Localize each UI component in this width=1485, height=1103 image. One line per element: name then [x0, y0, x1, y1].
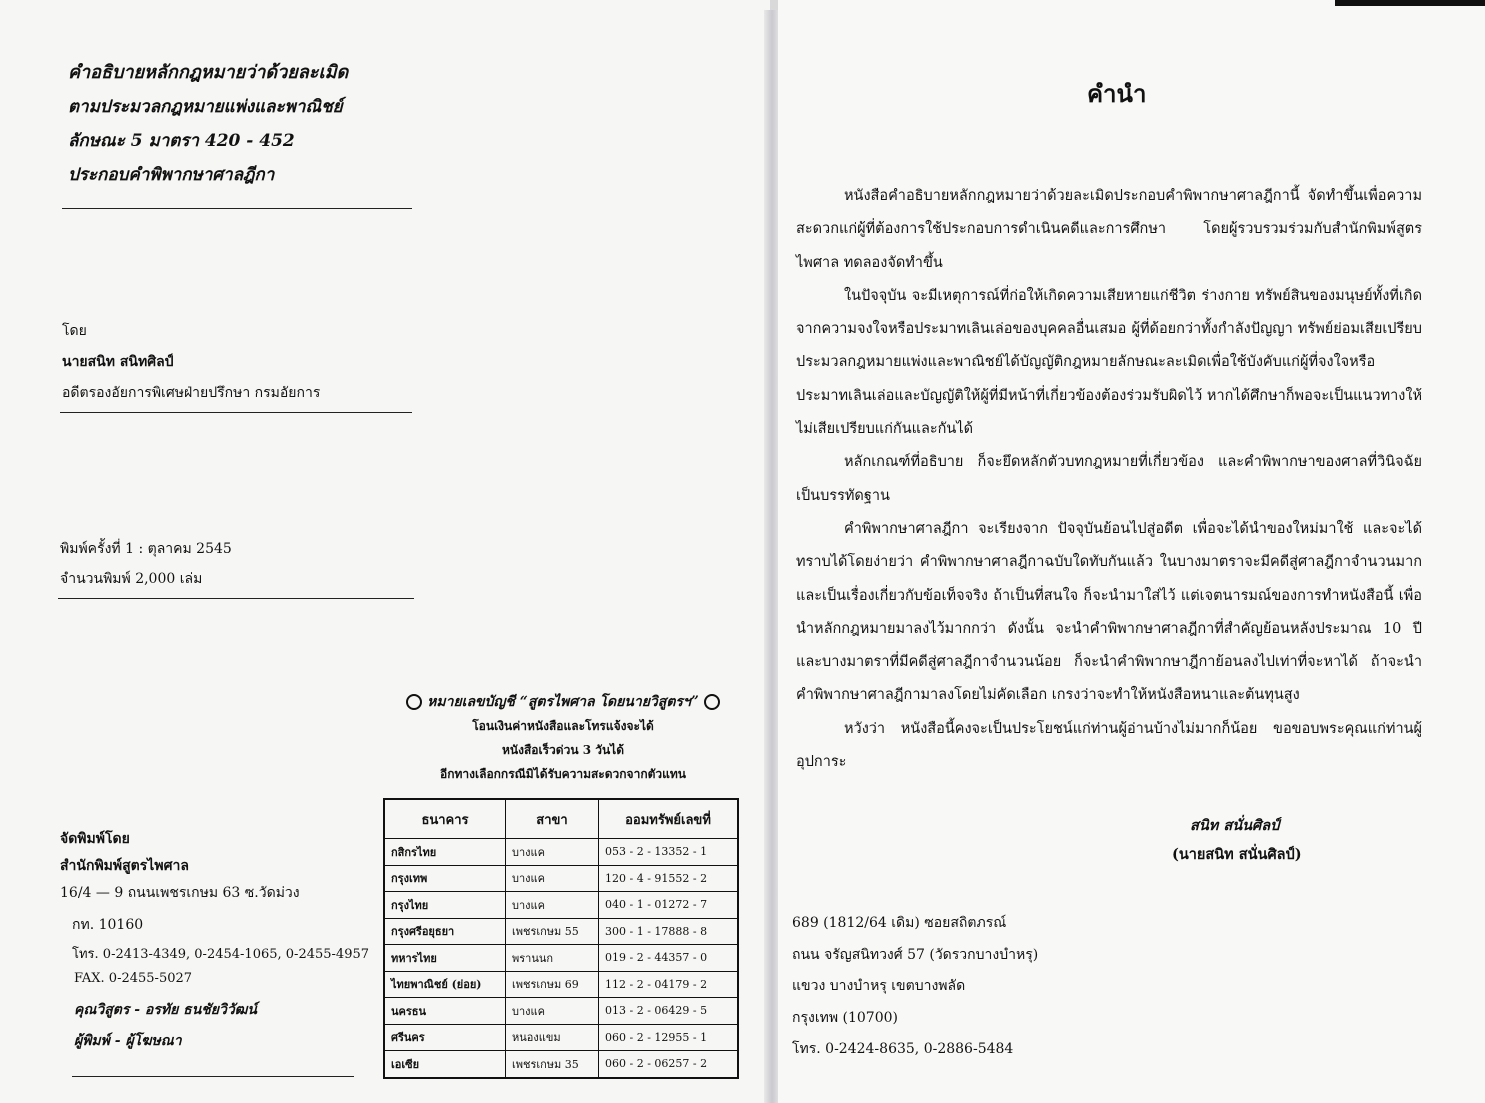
account-cell: 060 - 2 - 06257 - 2 — [599, 1051, 739, 1078]
branch-cell: บางแค — [506, 839, 599, 866]
account-cell: 300 - 1 - 17888 - 8 — [599, 918, 739, 945]
table-header-row — [384, 799, 738, 839]
table-row — [384, 998, 738, 1025]
branch-cell: เพชรเกษม 69 — [506, 971, 599, 998]
bank-cell: กสิกรไทย — [384, 839, 506, 866]
table-row — [384, 918, 738, 945]
bank-note-line: หนังสือเร็วด่วน 3 วันได้ — [502, 743, 624, 757]
bank-cell: กรุงไทย — [384, 892, 506, 919]
column-header: สาขา — [506, 799, 599, 839]
publisher-phone: โทร. 0-2413-4349, 0-2454-1065, 0-2455-4957 — [72, 947, 370, 962]
book-title-line: ลักษณะ 5 มาตรา 420 - 452 — [68, 131, 295, 151]
account-cell: 019 - 2 - 44357 - 0 — [599, 945, 739, 972]
branch-cell: เพชรเกษม 55 — [506, 918, 599, 945]
branch-cell: พรานนก — [506, 945, 599, 972]
account-cell: 060 - 2 - 12955 - 1 — [599, 1024, 739, 1051]
address-line: โทร. 0-2424-8635, 0-2886-5484 — [792, 1041, 1014, 1057]
branch-cell: บางแค — [506, 998, 599, 1025]
printer-role: ผู้พิมพ์ - ผู้โฆษณา — [74, 1033, 182, 1049]
by-label: โดย — [62, 323, 87, 339]
table-row — [384, 945, 738, 972]
table-row — [384, 1051, 738, 1078]
account-cell: 040 - 1 - 01272 - 7 — [599, 892, 739, 919]
branch-cell: บางแค — [506, 892, 599, 919]
book-title-line: ตามประมวลกฎหมายแพ่งและพาณิชย์ — [68, 97, 343, 117]
publisher-address: 16/4 — 9 ถนนเพชรเกษม 63 ซ.วัดม่วง — [60, 885, 300, 901]
table-row — [384, 892, 738, 919]
circle-bullet-icon — [704, 694, 720, 710]
address-line: 689 (1812/64 เดิม) ซอยสถิตภรณ์ — [792, 915, 1007, 931]
edition-info: พิมพ์ครั้งที่ 1 : ตุลาคม 2545 — [60, 541, 232, 557]
preface-title: คำนำ — [1087, 79, 1147, 108]
preface-paragraph: หลักเกณฑ์ที่อธิบาย ก็จะยึดหลักตัวบทกฎหมายที่เกี่ยวข้อง และคำพิพากษาของศาลที่วินิจฉัยเป็นบรรทัดฐาน — [796, 454, 1422, 504]
table-row — [384, 839, 738, 866]
divider — [60, 412, 412, 413]
bank-cell: กรุงเทพ — [384, 865, 506, 892]
bank-note-line: อีกทางเลือกกรณีมิได้รับความสะดวกจากตัวแทน — [440, 767, 686, 781]
publisher-address: กท. 10160 — [72, 917, 144, 933]
address-line: ถนน จรัญสนิทวงศ์ 57 (วัดรวกบางบำหรุ) — [792, 946, 1039, 963]
publisher-name: สำนักพิมพ์สูตรไพศาล — [60, 858, 189, 874]
table-row — [384, 865, 738, 892]
circle-bullet-icon — [406, 694, 422, 710]
address-line: กรุงเทพ (10700) — [792, 1009, 898, 1026]
bank-cell: เอเซีย — [384, 1051, 506, 1078]
printer-name: คุณวิสูตร - อรทัย ธนชัยวิวัฒน์ — [74, 1002, 257, 1018]
preface-paragraph: หนังสือคำอธิบายหลักกฎหมายว่าด้วยละเมิดประกอบคำพิพากษาศาลฎีกานี้ จัดทำขึ้นเพื่อความสะดวกแก่ผู้ที่ต้องการใช้ประกอบการดำเนินคดีและการศึกษา โดยผู้รวบรวมร่วมกับสำนักพิมพ์สูตรไพศาล ทดลองจัดทำขึ้น — [796, 188, 1422, 271]
bank-table — [383, 798, 739, 1079]
bank-cell: ศรีนคร — [384, 1024, 506, 1051]
branch-cell: บางแค — [506, 865, 599, 892]
signature-full-name: (นายสนิท สนั่นศิลป์) — [1172, 846, 1302, 863]
book-title-block — [68, 56, 348, 192]
preface-body — [796, 180, 1422, 779]
publisher-label: จัดพิมพ์โดย — [60, 831, 130, 847]
bank-info-note — [388, 690, 738, 786]
account-cell: 053 - 2 - 13352 - 1 — [599, 839, 739, 866]
author-address — [792, 908, 1038, 1066]
branch-cell: เพชรเกษม 35 — [506, 1051, 599, 1078]
table-row — [384, 1024, 738, 1051]
preface-paragraph: หวังว่า หนังสือนี้คงจะเป็นประโยชน์แก่ท่านผู้อ่านบ้างไม่มากก็น้อย ขอขอบพระคุณแก่ท่านผู้อุปการะ — [796, 720, 1422, 771]
bank-cell: ทหารไทย — [384, 945, 506, 972]
signature-name: สนิท สนั่นศิลป์ — [1190, 817, 1280, 834]
preface-paragraph: คำพิพากษาศาลฎีกา จะเรียงจาก ปัจจุบันย้อนไปสู่อดีต เพื่อจะได้นำของใหม่มาใช้ และจะได้ทราบได้โดยง่ายว่า คำพิพากษาศาลฎีกาฉบับใดทับกันแล้ว ในบางมาตราจะมีคดีสู่ศาลฎีกาจำนวนมากและเป็นเรื่องเกี่ยวกับข้อเท็จจริง ถ้าเป็นที่สนใจ ก็จะนำมาใส่ไว้ แต่เจตนารมณ์ของการทำหนังสือนี้ เพื่อนำหลักกฎหมายมาลงไว้มากกว่า ดังนั้น จะนำคำพิพากษาศาลฎีกาที่สำคัญย้อนหลังประมาณ 10 ปี และบางมาตราที่มีคดีสู่ศาลฎีกาจำนวนน้อย ก็จะนำคำพิพากษาฎีกาย้อนลงไปเท่าที่จะหาได้ ถ้าจะนำคำพิพากษาศาลฎีกามาลงโดยไม่คัดเลือก เกรงว่าจะทำให้หนังสือหนาและต้นทุนสูง — [796, 520, 1422, 704]
branch-cell: หนองแขม — [506, 1024, 599, 1051]
table-row — [384, 971, 738, 998]
account-cell: 120 - 4 - 91552 - 2 — [599, 865, 739, 892]
address-line: แขวง บางบำหรุ เขตบางพลัด — [792, 978, 966, 994]
corner-mark — [1335, 0, 1485, 6]
book-title-line: ประกอบคำพิพากษาศาลฎีกา — [68, 165, 275, 185]
copies-info: จำนวนพิมพ์ 2,000 เล่ม — [60, 571, 203, 587]
bank-account-label: หมายเลขบัญชี “สูตรไพศาล โดยนายวิสูตรฯ” — [388, 690, 738, 714]
divider — [58, 598, 414, 599]
bank-cell: กรุงศรีอยุธยา — [384, 918, 506, 945]
bank-cell: ไทยพาณิชย์ (ย่อย) — [384, 971, 506, 998]
bank-note-line: โอนเงินค่าหนังสือและโทรแจ้งจะได้ — [472, 719, 654, 733]
author-name: นายสนิท สนิทศิลป์ — [62, 354, 174, 370]
account-cell: 013 - 2 - 06429 - 5 — [599, 998, 739, 1025]
book-title-line: คำอธิบายหลักกฎหมายว่าด้วยละเมิด — [68, 62, 349, 83]
author-position: อดีตรองอัยการพิเศษฝ่ายปรึกษา กรมอัยการ — [62, 385, 321, 401]
preface-paragraph: ในปัจจุบัน จะมีเหตุการณ์ที่ก่อให้เกิดความเสียหายแก่ชีวิต ร่างกาย ทรัพย์สินของมนุษย์ทั้งที่เกิดจากความจงใจหรือประมาทเลินเล่อของบุคคลอื่นเสมอ ผู้ที่ด้อยกว่าทั้งกำลังปัญญา ทรัพย์ย่อมเสียเปรียบ ประมวลกฎหมายแพ่งและพาณิชย์ได้บัญญัติกฎหมายลักษณะละเมิดเพื่อใช้บังคับแก่ผู้ที่จงใจหรือประมาทเลินเล่อและบัญญัติให้ผู้ที่มีหน้าที่เกี่ยวข้องต้องร่วมรับผิดไว้ หากได้ศึกษาก็พอจะเป็นแนวทางให้ไม่เสียเปรียบแก่กันและกันได้ — [796, 287, 1422, 438]
column-header: ธนาคาร — [384, 799, 506, 839]
bank-cell: นครธน — [384, 998, 506, 1025]
column-header: ออมทรัพย์เลขที่ — [599, 799, 739, 839]
publisher-fax: FAX. 0-2455-5027 — [74, 971, 193, 986]
account-cell: 112 - 2 - 04179 - 2 — [599, 971, 739, 998]
divider — [62, 208, 412, 209]
divider — [72, 1076, 354, 1077]
